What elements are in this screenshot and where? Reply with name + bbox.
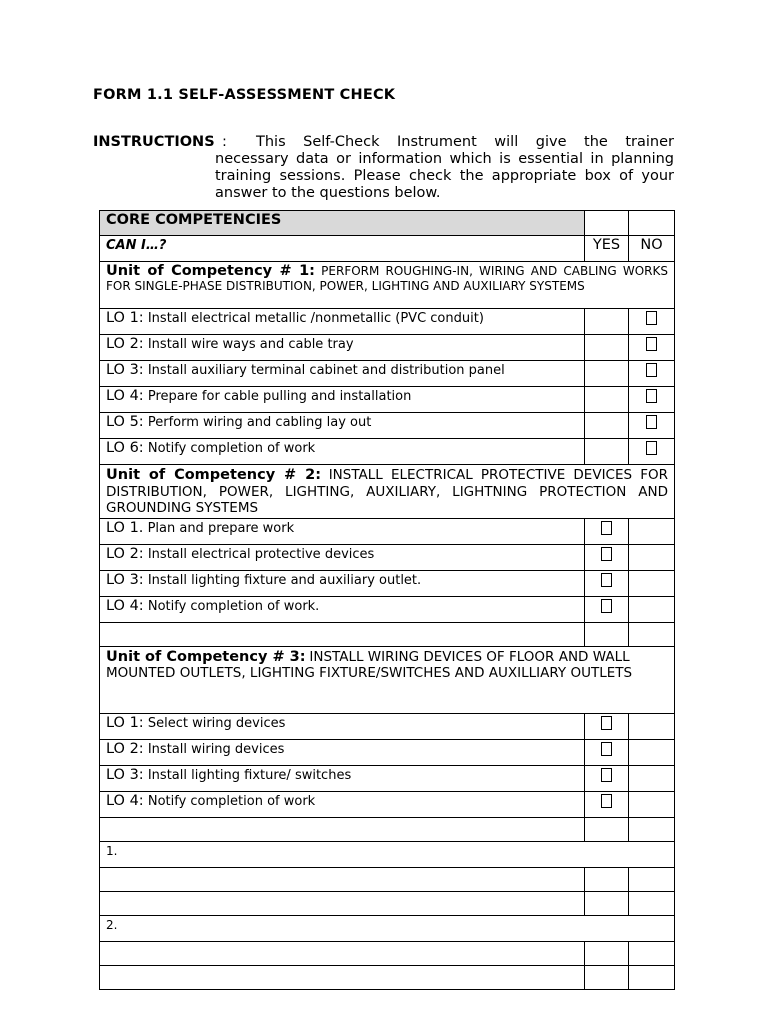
empty-cell[interactable] (629, 622, 675, 646)
instructions-label: INSTRUCTIONS (93, 134, 215, 150)
core-header-row (100, 211, 675, 236)
lo-label (100, 791, 585, 817)
empty-cell (100, 941, 585, 965)
table-row (100, 570, 675, 596)
lo-label (100, 596, 585, 622)
table-row (100, 413, 675, 439)
checkbox-icon (646, 441, 657, 455)
unit-2-text: INSTALL ELECTRICAL PROTECTIVE DEVICES FOR DISTRIBUTION, POWER, LIGHTING, AUXILIARY, LIGHTNING PROTECTION AND GROUNDING SYSTEMS (106, 467, 668, 516)
lo-number: LO 2: (106, 336, 144, 352)
empty-row (100, 941, 675, 965)
lo-number: LO 3: (106, 766, 144, 783)
checkbox-icon (601, 768, 612, 782)
lo-number: LO 5: (106, 414, 144, 430)
empty-cell (100, 867, 585, 891)
checkbox-icon (601, 742, 612, 756)
empty-cell[interactable] (585, 817, 629, 841)
empty-cell (100, 965, 585, 989)
empty-cell (100, 622, 585, 646)
no-cell[interactable] (629, 765, 675, 791)
empty-row (100, 817, 675, 841)
unit-3-text-line2: MOUNTED OUTLETS, LIGHTING FIXTURE/SWITCHES AND AUXILLIARY OUTLETS (106, 665, 633, 681)
lo-text: Install electrical metallic /nonmetallic (PVC conduit) (147, 311, 484, 326)
table-row (100, 361, 675, 387)
yes-checkbox[interactable] (585, 596, 629, 622)
empty-cell[interactable] (585, 941, 629, 965)
table-row (100, 596, 675, 622)
lo-label (100, 361, 585, 387)
lo-number: LO 3: (106, 362, 144, 378)
lo-number: LO 1: (106, 714, 144, 731)
yes-cell[interactable] (585, 387, 629, 413)
empty-cell[interactable] (629, 941, 675, 965)
form-title: FORM 1.1 SELF-ASSESSMENT CHECK (93, 87, 396, 103)
table-row (100, 518, 675, 544)
unit-2-label: Unit of Competency # 2: (106, 467, 321, 483)
core-competencies-header: CORE COMPETENCIES (100, 211, 585, 236)
no-cell[interactable] (629, 791, 675, 817)
no-checkbox[interactable] (629, 413, 675, 439)
lo-text: Notify completion of work. (147, 598, 320, 614)
self-assessment-table (99, 210, 675, 990)
empty-cell (100, 891, 585, 915)
checkbox-icon (601, 547, 612, 561)
unit-1-row (100, 262, 675, 309)
unit-3-row (100, 646, 675, 713)
unit-1-text: PERFORM ROUGHING-IN, WIRING AND CABLING WORKS FOR SINGLE-PHASE DISTRIBUTION, POWER, LIGHTING AND AUXILIARY SYSTEMS (106, 264, 668, 293)
yes-checkbox[interactable] (585, 713, 629, 739)
empty-cell[interactable] (629, 965, 675, 989)
lo-number: LO 2: (106, 740, 144, 757)
lo-text: Notify completion of work (147, 793, 316, 809)
table-row (100, 439, 675, 465)
no-cell[interactable] (629, 570, 675, 596)
checkbox-icon (601, 573, 612, 587)
numbered-row (100, 841, 675, 867)
yes-checkbox[interactable] (585, 518, 629, 544)
table-row (100, 739, 675, 765)
lo-label (100, 518, 585, 544)
lo-text: Install electrical protective devices (147, 546, 375, 562)
lo-number: LO 2: (106, 545, 144, 562)
item-number: 1. (100, 841, 675, 867)
yes-header: YES (585, 236, 629, 262)
lo-label (100, 739, 585, 765)
lo-label (100, 335, 585, 361)
yes-cell[interactable] (585, 309, 629, 335)
lo-text: Plan and prepare work (147, 520, 295, 536)
empty-cell[interactable] (629, 867, 675, 891)
empty-row (100, 891, 675, 915)
unit-3-label: Unit of Competency # 3: (106, 648, 306, 665)
lo-text: Select wiring devices (147, 715, 286, 731)
no-cell[interactable] (629, 596, 675, 622)
unit-3-title (100, 646, 675, 713)
empty-cell (585, 211, 629, 236)
lo-number: LO 6: (106, 440, 144, 456)
no-checkbox[interactable] (629, 387, 675, 413)
yes-cell[interactable] (585, 439, 629, 465)
lo-label (100, 544, 585, 570)
lo-label (100, 387, 585, 413)
yes-checkbox[interactable] (585, 570, 629, 596)
empty-cell[interactable] (629, 817, 675, 841)
yes-checkbox[interactable] (585, 791, 629, 817)
checkbox-icon (646, 311, 657, 325)
lo-label (100, 765, 585, 791)
lo-text: Notify completion of work (147, 441, 316, 456)
yes-checkbox[interactable] (585, 544, 629, 570)
checkbox-icon (601, 599, 612, 613)
instructions-colon: : (222, 134, 227, 150)
lo-label (100, 413, 585, 439)
table-row (100, 713, 675, 739)
empty-cell[interactable] (585, 622, 629, 646)
yes-checkbox[interactable] (585, 739, 629, 765)
can-i-row (100, 236, 675, 262)
checkbox-icon (646, 363, 657, 377)
no-cell[interactable] (629, 544, 675, 570)
no-cell[interactable] (629, 713, 675, 739)
no-checkbox[interactable] (629, 309, 675, 335)
no-cell[interactable] (629, 739, 675, 765)
unit-2-title (100, 465, 675, 519)
lo-text: Prepare for cable pulling and installation (147, 389, 412, 404)
lo-number: LO 4: (106, 597, 144, 614)
empty-cell[interactable] (585, 867, 629, 891)
checkbox-icon (646, 337, 657, 351)
item-number: 2. (100, 915, 675, 941)
empty-cell[interactable] (585, 891, 629, 915)
empty-cell (629, 211, 675, 236)
checkbox-icon (646, 415, 657, 429)
lo-text: Install wiring devices (147, 741, 285, 757)
lo-number: LO 4: (106, 792, 144, 809)
unit-1-title (100, 262, 675, 309)
checkbox-icon (601, 716, 612, 730)
yes-checkbox[interactable] (585, 765, 629, 791)
table-row (100, 765, 675, 791)
lo-text: Install lighting fixture/ switches (147, 767, 352, 783)
numbered-row (100, 915, 675, 941)
checkbox-icon (601, 794, 612, 808)
empty-row (100, 965, 675, 989)
no-checkbox[interactable] (629, 335, 675, 361)
no-header: NO (629, 236, 675, 262)
table-row (100, 791, 675, 817)
no-checkbox[interactable] (629, 439, 675, 465)
lo-number: LO 1: (106, 310, 144, 326)
unit-2-row (100, 465, 675, 519)
checkbox-icon (601, 521, 612, 535)
lo-label (100, 309, 585, 335)
lo-text: Install auxiliary terminal cabinet and distribution panel (147, 363, 505, 378)
empty-row (100, 867, 675, 891)
lo-label (100, 570, 585, 596)
empty-row (100, 622, 675, 646)
empty-cell[interactable] (629, 891, 675, 915)
yes-cell[interactable] (585, 361, 629, 387)
empty-cell (100, 817, 585, 841)
table-row (100, 335, 675, 361)
lo-number: LO 4: (106, 388, 144, 404)
lo-number: LO 1. (106, 519, 144, 536)
lo-number: LO 3: (106, 571, 144, 588)
unit-1-label: Unit of Competency # 1: (106, 263, 315, 279)
lo-text: Perform wiring and cabling lay out (147, 415, 372, 430)
unit-3-text-line1: INSTALL WIRING DEVICES OF FLOOR AND WALL (309, 648, 630, 665)
lo-text: Install lighting fixture and auxiliary outlet. (147, 572, 422, 588)
no-checkbox[interactable] (629, 361, 675, 387)
yes-cell[interactable] (585, 413, 629, 439)
lo-label (100, 439, 585, 465)
lo-text: Install wire ways and cable tray (147, 337, 354, 352)
no-cell[interactable] (629, 518, 675, 544)
table-row (100, 544, 675, 570)
can-i-label: CAN I…? (100, 236, 585, 262)
empty-cell[interactable] (585, 965, 629, 989)
checkbox-icon (646, 389, 657, 403)
instructions-text: This Self-Check Instrument will give the trainer necessary data or information which is essential in planning training sessions. Please check the appropriate box of your answer to the questions below. (215, 134, 674, 201)
lo-label (100, 713, 585, 739)
table-row (100, 387, 675, 413)
yes-cell[interactable] (585, 335, 629, 361)
table-row (100, 309, 675, 335)
